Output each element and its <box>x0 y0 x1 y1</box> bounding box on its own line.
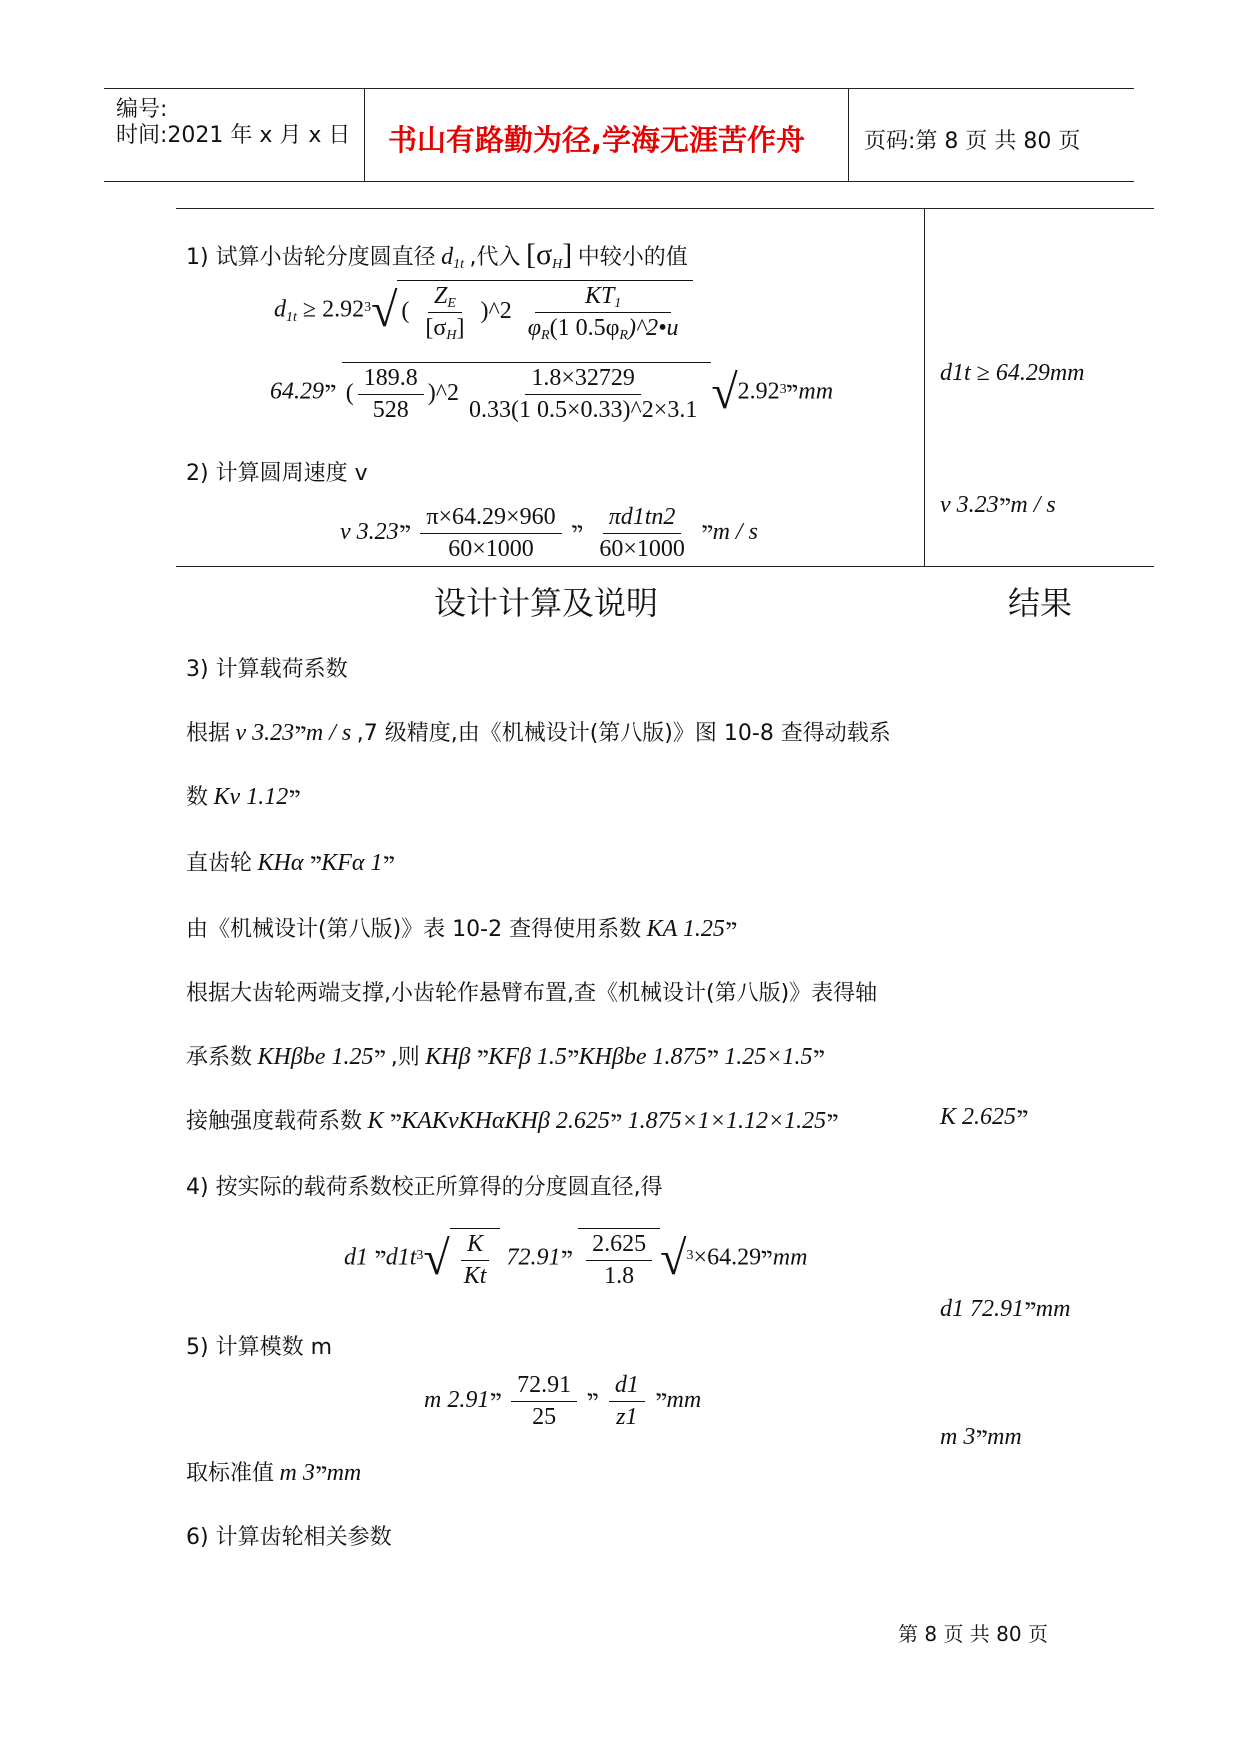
step3-text: 3) 计算载荷系数 <box>186 657 348 682</box>
line-contact-load-factor: 接触强度载荷系数 K ײKAKvKHαKHβ ײ1.25×1.12×1×1.875 ײ2.625 <box>186 1108 838 1134</box>
step4-text: 4) 按实际的载荷系数校正所算得的分度圆直径,得 <box>186 1175 663 1200</box>
heading-results: 结果 <box>1008 584 1073 622</box>
table-bottom-rule <box>176 566 1154 567</box>
result-velocity: v ײ3.23m / s <box>940 492 1056 518</box>
line-velocity-precision: 根据 v ײ3.23m / s ,7 级精度,由《机械设计(第八版)》图 10-8 查得动载系 <box>186 720 891 746</box>
header-divider-right <box>848 88 849 181</box>
f2-root-sign: √ <box>711 366 738 419</box>
header-time-label: 时间:2021 年 x 月 x 日 <box>116 123 351 148</box>
step1-text: 1) 试算小齿轮分度圆直径 <box>186 245 436 270</box>
f2-result: ײ64.29mm <box>270 378 834 405</box>
f1-ge: ≥ 2.92 <box>302 296 365 323</box>
step1-symbol: d <box>441 244 454 270</box>
f1-radicand: ( $\frac{ZE}{[\sigma H]}$ )^2 $\frac{KT1}{\varphi R(1 0.5\varphi R)\^{}2•u}$ <box>397 280 692 342</box>
heading-design-calc: 设计计算及说明 <box>434 584 659 622</box>
header-bottom-rule <box>104 181 1134 182</box>
f3-eq: ײ <box>571 519 584 546</box>
f2-frac-1: $\frac{189.8}{528}$ <box>358 365 424 424</box>
header-top-rule <box>104 88 1134 89</box>
header-number-label: 编号: <box>116 97 168 122</box>
line-kha-kfa: 直齿轮 KHα ײKFα ײ1 <box>186 850 395 876</box>
result-k: K ײ2.625 <box>940 1104 1028 1130</box>
step1-symbol-sub: 1t <box>453 257 464 272</box>
step1-mid: ,代入 <box>469 245 521 270</box>
f1-root-sign: √ <box>371 284 398 337</box>
f2-prefix: ײ2.92 <box>737 378 799 405</box>
header-motto: 书山有路勤为径,学海无涯苦作舟 <box>388 123 806 157</box>
formula-d1t-numeric <box>270 362 833 424</box>
f1-frac-kt: $\frac{KT1}{\varphi R(1 0.5\varphi R)\^{}2•u}$ <box>527 283 679 343</box>
f2-frac-2: $\frac{1.8\times 32729}{0.33(1 0.5\times 0.33)\^{}2\times 3.1}$ <box>469 365 698 423</box>
header-divider-left <box>364 88 365 181</box>
line-ka: 由《机械设计(第八版)》表 10-2 查得使用系数 KA ײ1.25 <box>186 916 737 942</box>
f2-radicand: ( $\frac{189.8}{528}$ )^2 $\frac{1.8\times 32729}{0.33(1 0.5\times 0.33)\^{}2\times 3.1}$ <box>342 362 712 424</box>
f1-root-index: 3 <box>364 299 372 315</box>
header-page-label: 页码:第 8 页 共 80 页 <box>864 129 1081 154</box>
f1-lhs: d <box>274 296 286 323</box>
f3-result: ײ3.23m / s <box>356 519 758 546</box>
line-standard-m: 取标准值 m ײ3mm <box>186 1460 362 1486</box>
result-d1: d1 ײ72.91mm <box>940 1296 1071 1322</box>
line-kv: 数 Kv ײ1.12 <box>186 784 300 810</box>
step5-text: 5) 计算模数 m <box>186 1335 332 1360</box>
step2-text: 2) 计算圆周速度 v <box>186 461 368 486</box>
line-bearing-setup: 根据大齿轮两端支撑,小齿轮作悬臂布置,查《机械设计(第八版)》表得轴 <box>186 981 878 1006</box>
table-top-rule <box>176 208 1154 209</box>
formula-velocity <box>340 504 758 563</box>
table-column-divider <box>924 208 925 566</box>
step1-line <box>186 238 688 272</box>
step6-text: 6) 计算齿轮相关参数 <box>186 1525 392 1550</box>
formula-d1-corrected: d1 $ײd1t^3√$ $\frac{K}{Kt}$ ײ64.29×$^3$√ $\frac{2.625}{1.8}$ ײ72.91mm <box>344 1228 807 1290</box>
formula-d1t-general <box>274 280 693 342</box>
f3-frac-2: $\frac{\pi\times 64.29\times 960}{60\times 1000}$ <box>420 504 561 563</box>
result-m: m ײ3mm <box>940 1424 1022 1450</box>
step1-tail: 中较小的值 <box>577 245 688 270</box>
f1-frac-ze-sigma: $\frac{ZE}{[\sigma H]}$ <box>425 283 465 343</box>
step1-bracket-open: [σH] <box>525 238 573 272</box>
result-d1t: d1t ≥ 64.29mm <box>940 360 1085 386</box>
page-footer: 第 8 页 共 80 页 <box>898 1622 1048 1646</box>
f3-frac-1: $\frac{\pi d1tn2}{60\times 1000}$ <box>599 504 685 562</box>
line-khb: 承系数 KHβbe ײ1.25 ,则 KHβ ײKFβ ײ1.5KHβbe ײ1.5×1.25 ײ1.875 <box>186 1044 825 1070</box>
f1-lhs-sub: 1t <box>286 309 297 325</box>
f3-v: v ײ <box>340 519 713 546</box>
f2-root-index: 3 <box>779 381 787 397</box>
formula-module: m ײ $\frac{d1}{z1}$ ײ $\frac{72.91}{25}$ ײ2.91mm <box>424 1372 702 1430</box>
